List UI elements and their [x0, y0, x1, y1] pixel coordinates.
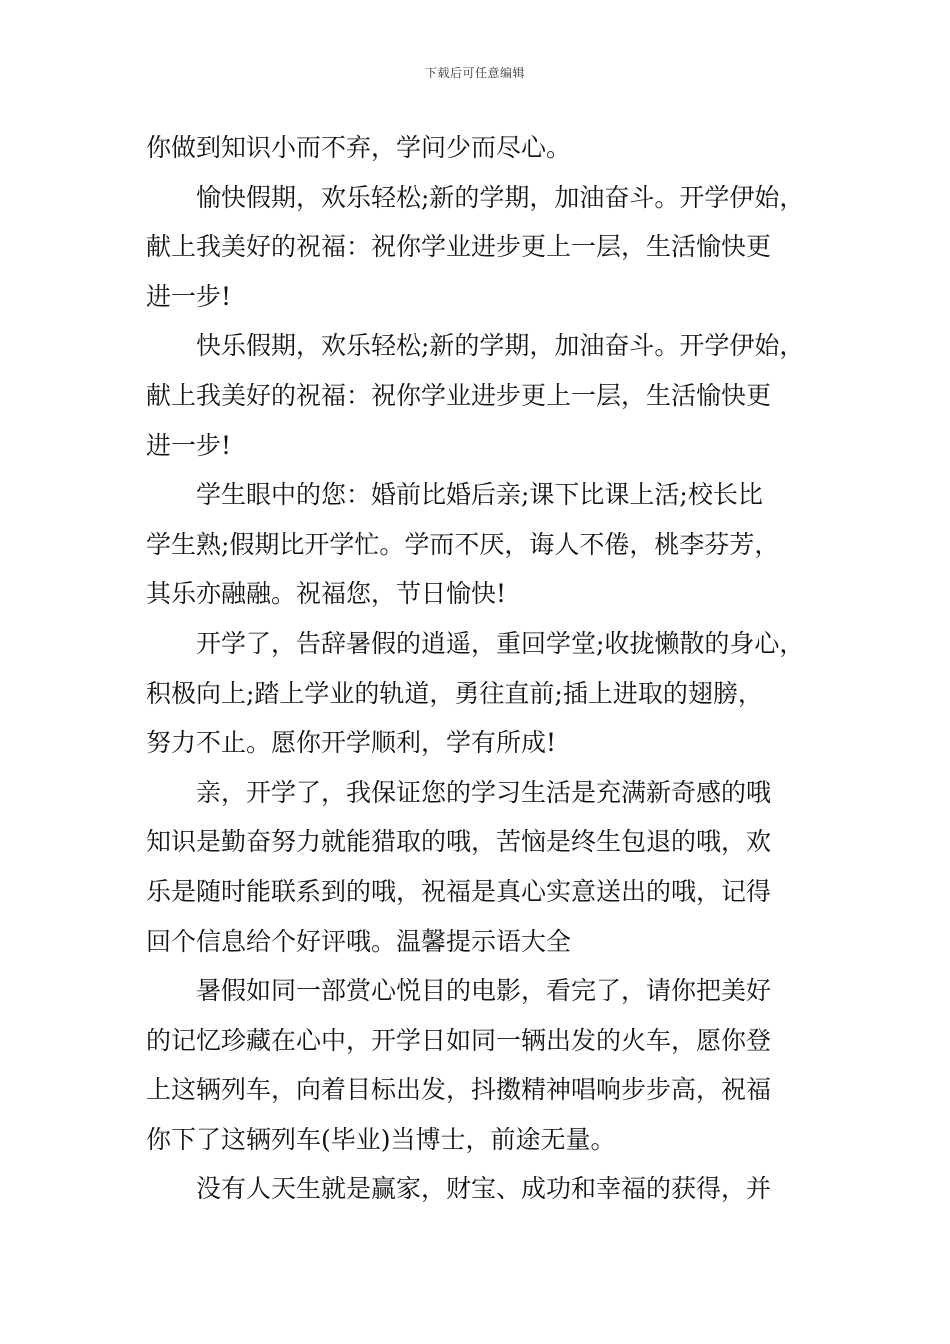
document-body: [146, 123, 826, 1214]
paragraph-start-line: 快乐假期，欢乐轻松;新的学期，加油奋斗。开学伊始，: [196, 331, 805, 361]
paragraph-start-line: 学生眼中的您：婚前比婚后亲;课下比课上活;校长比: [196, 480, 763, 510]
paragraph-start-line: 没有人天生就是赢家，财宝、成功和幸福的获得，并: [196, 1174, 772, 1204]
text-line: 献上我美好的祝福：祝你学业进步更上一层，生活愉快更: [146, 380, 772, 410]
text-line: 你做到知识小而不弃，学问少而尽心。: [146, 133, 572, 162]
text-line: 献上我美好的祝福：祝你学业进步更上一层，生活愉快更: [146, 232, 772, 262]
text-line: 积极向上;踏上学业的轨道，勇往直前;插上进取的翅膀，: [146, 678, 763, 708]
text-line: 的记忆珍藏在心中，开学日如同一辆出发的火车，愿你登: [146, 1025, 772, 1055]
text-line: 知识是勤奋努力就能猎取的哦，苦恼是终生包退的哦，欢: [146, 827, 772, 857]
paragraph-start-line: 暑假如同一部赏心悦目的电影，看完了，请你把美好: [196, 976, 772, 1006]
page-header: 下载后可任意编辑: [424, 66, 525, 80]
text-line: 乐是随时能联系到的哦，祝福是真心实意送出的哦，记得: [146, 876, 772, 906]
text-line: 进一步!: [146, 430, 232, 460]
text-line: 学生熟;假期比开学忙。学而不厌，诲人不倦，桃李芬芳，: [146, 529, 780, 559]
text-line: 你下了这辆列车(毕业)当博士，前途无量。: [146, 1124, 616, 1154]
text-line: 上这辆列车，向着目标出发，抖擞精神唱响步步高，祝福: [146, 1075, 772, 1105]
paragraph-start-line: 亲，开学了，我保证您的学习生活是充满新奇感的哦: [196, 777, 772, 807]
text-line: 努力不止。愿你开学顺利，学有所成!: [146, 728, 557, 758]
paragraph-start-line: 开学了，告辞暑假的逍遥，重回学堂;收拢懒散的身心，: [196, 628, 805, 658]
text-line: 回个信息给个好评哦。温馨提示语大全: [146, 926, 572, 956]
paragraph-start-line: 愉快假期，欢乐轻松;新的学期，加油奋斗。开学伊始，: [196, 182, 805, 212]
text-line: 进一步!: [146, 281, 232, 311]
text-line: 其乐亦融融。祝福您，节日愉快!: [146, 579, 507, 609]
